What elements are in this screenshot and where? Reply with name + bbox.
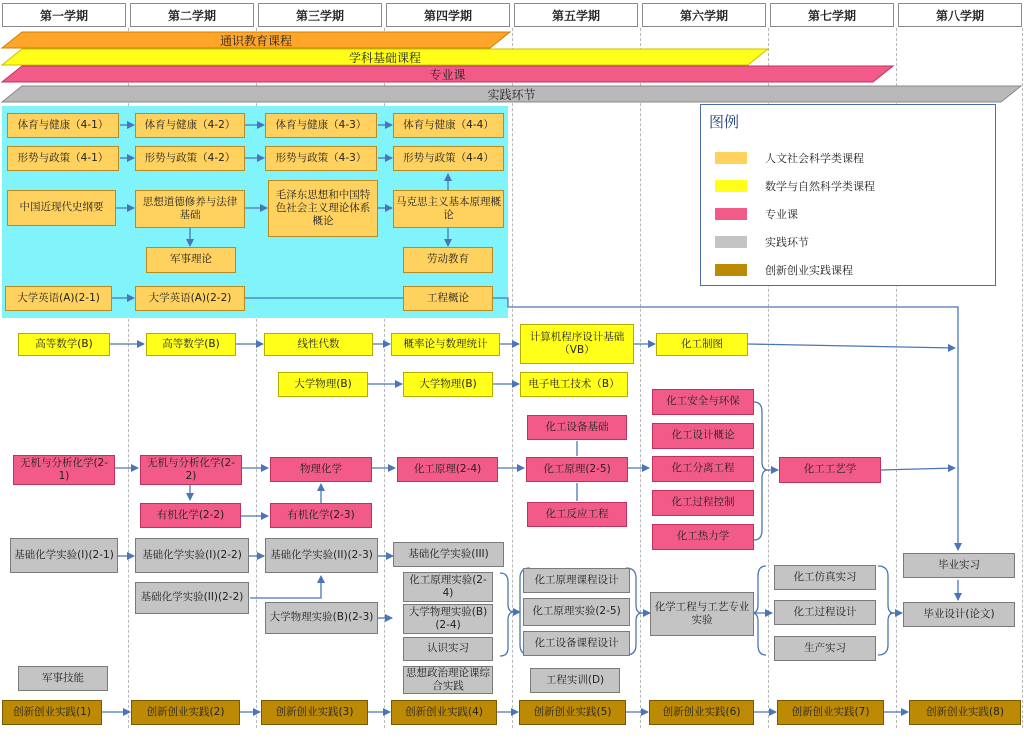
- course-inorganic-chem-2: 无机与分析化学(2-2): [140, 455, 242, 485]
- course-military-theory: 军事理论: [146, 247, 236, 273]
- course-lab-3: 基础化学实验(II)(2-3): [265, 538, 378, 573]
- course-english-1: 大学英语(A)(2-1): [5, 286, 112, 311]
- course-advanced-math-1: 高等数学(B): [18, 333, 110, 356]
- semester-2-header: 第二学期: [130, 3, 254, 27]
- course-military-skills: 军事技能: [18, 666, 108, 691]
- course-reaction-engineering: 化工反应工程: [527, 502, 627, 527]
- course-innovation-4: 创新创业实践(4): [391, 700, 497, 725]
- course-design-intro: 化工设计概论: [652, 423, 754, 449]
- legend-swatch: [715, 152, 747, 164]
- course-inorganic-chem-1: 无机与分析化学(2-1): [13, 455, 115, 485]
- course-engineering-intro: 工程概论: [403, 286, 493, 311]
- course-production-internship: 生产实习: [774, 636, 876, 661]
- semester-5-header: 第五学期: [514, 3, 638, 27]
- course-innovation-5: 创新创业实践(5): [519, 700, 626, 725]
- legend-item: [715, 207, 798, 221]
- general-band-label: 通识教育课程: [219, 34, 292, 48]
- course-organic-chem-2: 有机化学(2-2): [140, 503, 241, 528]
- legend-label: 数学与自然科学类课程: [765, 180, 875, 193]
- course-programming-vb: 计算机程序设计基础（VB）: [520, 324, 634, 364]
- course-electronics: 电子电工技术（B）: [520, 372, 628, 397]
- course-lab-2: 基础化学实验(I)(2-2): [135, 538, 249, 573]
- course-organic-chem-3: 有机化学(2-3): [270, 503, 372, 528]
- legend-swatch: [715, 208, 747, 220]
- legend-label: 人文社会科学类课程: [765, 152, 864, 165]
- semester-7-header: 第七学期: [770, 3, 894, 27]
- course-chem-drawing: 化工制图: [656, 333, 748, 356]
- major-band-label: 专业课: [429, 68, 466, 82]
- course-pe-1: 体育与健康（4-1）: [7, 113, 119, 138]
- semester-6-header: 第六学期: [642, 3, 766, 27]
- course-physics-2: 大学物理(B): [403, 372, 493, 397]
- practice-band-label: 实践环节: [487, 88, 536, 102]
- course-pe-2: 体育与健康（4-2）: [135, 113, 245, 138]
- course-process-design: 化工过程设计: [774, 600, 876, 625]
- course-lab-4: 基础化学实验(III): [393, 542, 504, 567]
- legend-title: 图例: [709, 113, 740, 131]
- course-graduation-internship: 毕业实习: [903, 553, 1015, 578]
- course-thermodynamics: 化工热力学: [652, 524, 754, 550]
- legend-item: [715, 235, 809, 249]
- course-lab-1: 基础化学实验(I)(2-1): [10, 538, 118, 573]
- course-process-control: 化工过程控制: [652, 490, 754, 516]
- course-innovation-8: 创新创业实践(8): [909, 700, 1021, 725]
- course-english-2: 大学英语(A)(2-2): [135, 286, 245, 311]
- course-innovation-7: 创新创业实践(7): [777, 700, 884, 725]
- course-chem-technology: 化工工艺学: [779, 457, 881, 483]
- course-equipment-design: 化工设备课程设计: [523, 631, 630, 656]
- legend-item: [715, 263, 853, 277]
- course-mao-theory: 毛泽东思想和中国特色社会主义理论体系概论: [268, 180, 378, 237]
- subject-band-label: 学科基础课程: [348, 51, 421, 65]
- course-separation-engineering: 化工分离工程: [652, 456, 754, 482]
- semester-4-header: 第四学期: [386, 3, 510, 27]
- course-principles-lab-4: 化工原理实验(2-4): [403, 572, 493, 602]
- course-policy-1: 形势与政策（4-1）: [7, 146, 119, 171]
- course-policy-4: 形势与政策（4-4）: [393, 146, 504, 171]
- course-policy-2: 形势与政策（4-2）: [135, 146, 245, 171]
- course-linear-algebra: 线性代数: [264, 333, 373, 356]
- course-lab-2-2: 基础化学实验(II)(2-2): [135, 582, 249, 614]
- course-physics-lab-3: 大学物理实验(B)(2-3): [265, 602, 378, 634]
- legend-swatch: [715, 180, 747, 192]
- legend: [700, 104, 996, 286]
- course-labor-education: 劳动教育: [403, 247, 493, 273]
- semester-3-header: 第三学期: [258, 3, 382, 27]
- column-divider: [640, 28, 641, 728]
- course-physics-lab-4: 大学物理实验(B)(2-4): [403, 604, 493, 634]
- course-modern-history: 中国近现代史纲要: [7, 190, 116, 226]
- course-principles-lab-5: 化工原理实验(2-5): [523, 598, 630, 626]
- course-policy-3: 形势与政策（4-3）: [265, 146, 377, 171]
- course-innovation-3: 创新创业实践(3): [261, 700, 368, 725]
- course-innovation-1: 创新创业实践(1): [2, 700, 102, 725]
- course-pe-3: 体育与健康（4-3）: [265, 113, 377, 138]
- legend-item: [715, 151, 864, 165]
- column-divider: [1022, 28, 1023, 728]
- semester-1-header: 第一学期: [2, 3, 126, 27]
- course-graduation-thesis: 毕业设计(论文): [903, 602, 1015, 627]
- course-principles-design: 化工原理课程设计: [523, 568, 630, 593]
- course-advanced-math-2: 高等数学(B): [146, 333, 236, 356]
- course-moral-law: 思想道德修养与法律基础: [135, 190, 245, 228]
- legend-label: 创新创业实践课程: [765, 264, 853, 277]
- course-politics-practice: 思想政治理论课综合实践: [403, 666, 493, 694]
- course-safety-environment: 化工安全与环保: [652, 389, 754, 415]
- course-innovation-6: 创新创业实践(6): [649, 700, 754, 725]
- legend-swatch: [715, 264, 747, 276]
- course-engineering-training: 工程实训(D): [530, 668, 620, 693]
- course-specialty-lab: 化学工程与工艺专业实验: [650, 592, 754, 636]
- course-probability: 概率论与数理统计: [391, 333, 500, 356]
- course-physical-chem: 物理化学: [270, 457, 372, 482]
- course-principles-5: 化工原理(2-5): [526, 457, 628, 482]
- course-innovation-2: 创新创业实践(2): [131, 700, 240, 725]
- legend-label: 专业课: [765, 208, 798, 221]
- course-simulation-internship: 化工仿真实习: [774, 565, 876, 590]
- course-principles-4: 化工原理(2-4): [397, 457, 498, 482]
- legend-label: 实践环节: [765, 236, 809, 249]
- column-divider: [512, 28, 513, 728]
- course-marx-principles: 马克思主义基本原理概论: [393, 190, 504, 228]
- legend-item: [715, 179, 875, 193]
- legend-swatch: [715, 236, 747, 248]
- course-equipment-basics: 化工设备基础: [527, 415, 627, 440]
- course-physics-1: 大学物理(B): [278, 372, 368, 397]
- semester-8-header: 第八学期: [898, 3, 1022, 27]
- course-cognition-internship: 认识实习: [403, 637, 493, 661]
- course-pe-4: 体育与健康（4-4）: [393, 113, 504, 138]
